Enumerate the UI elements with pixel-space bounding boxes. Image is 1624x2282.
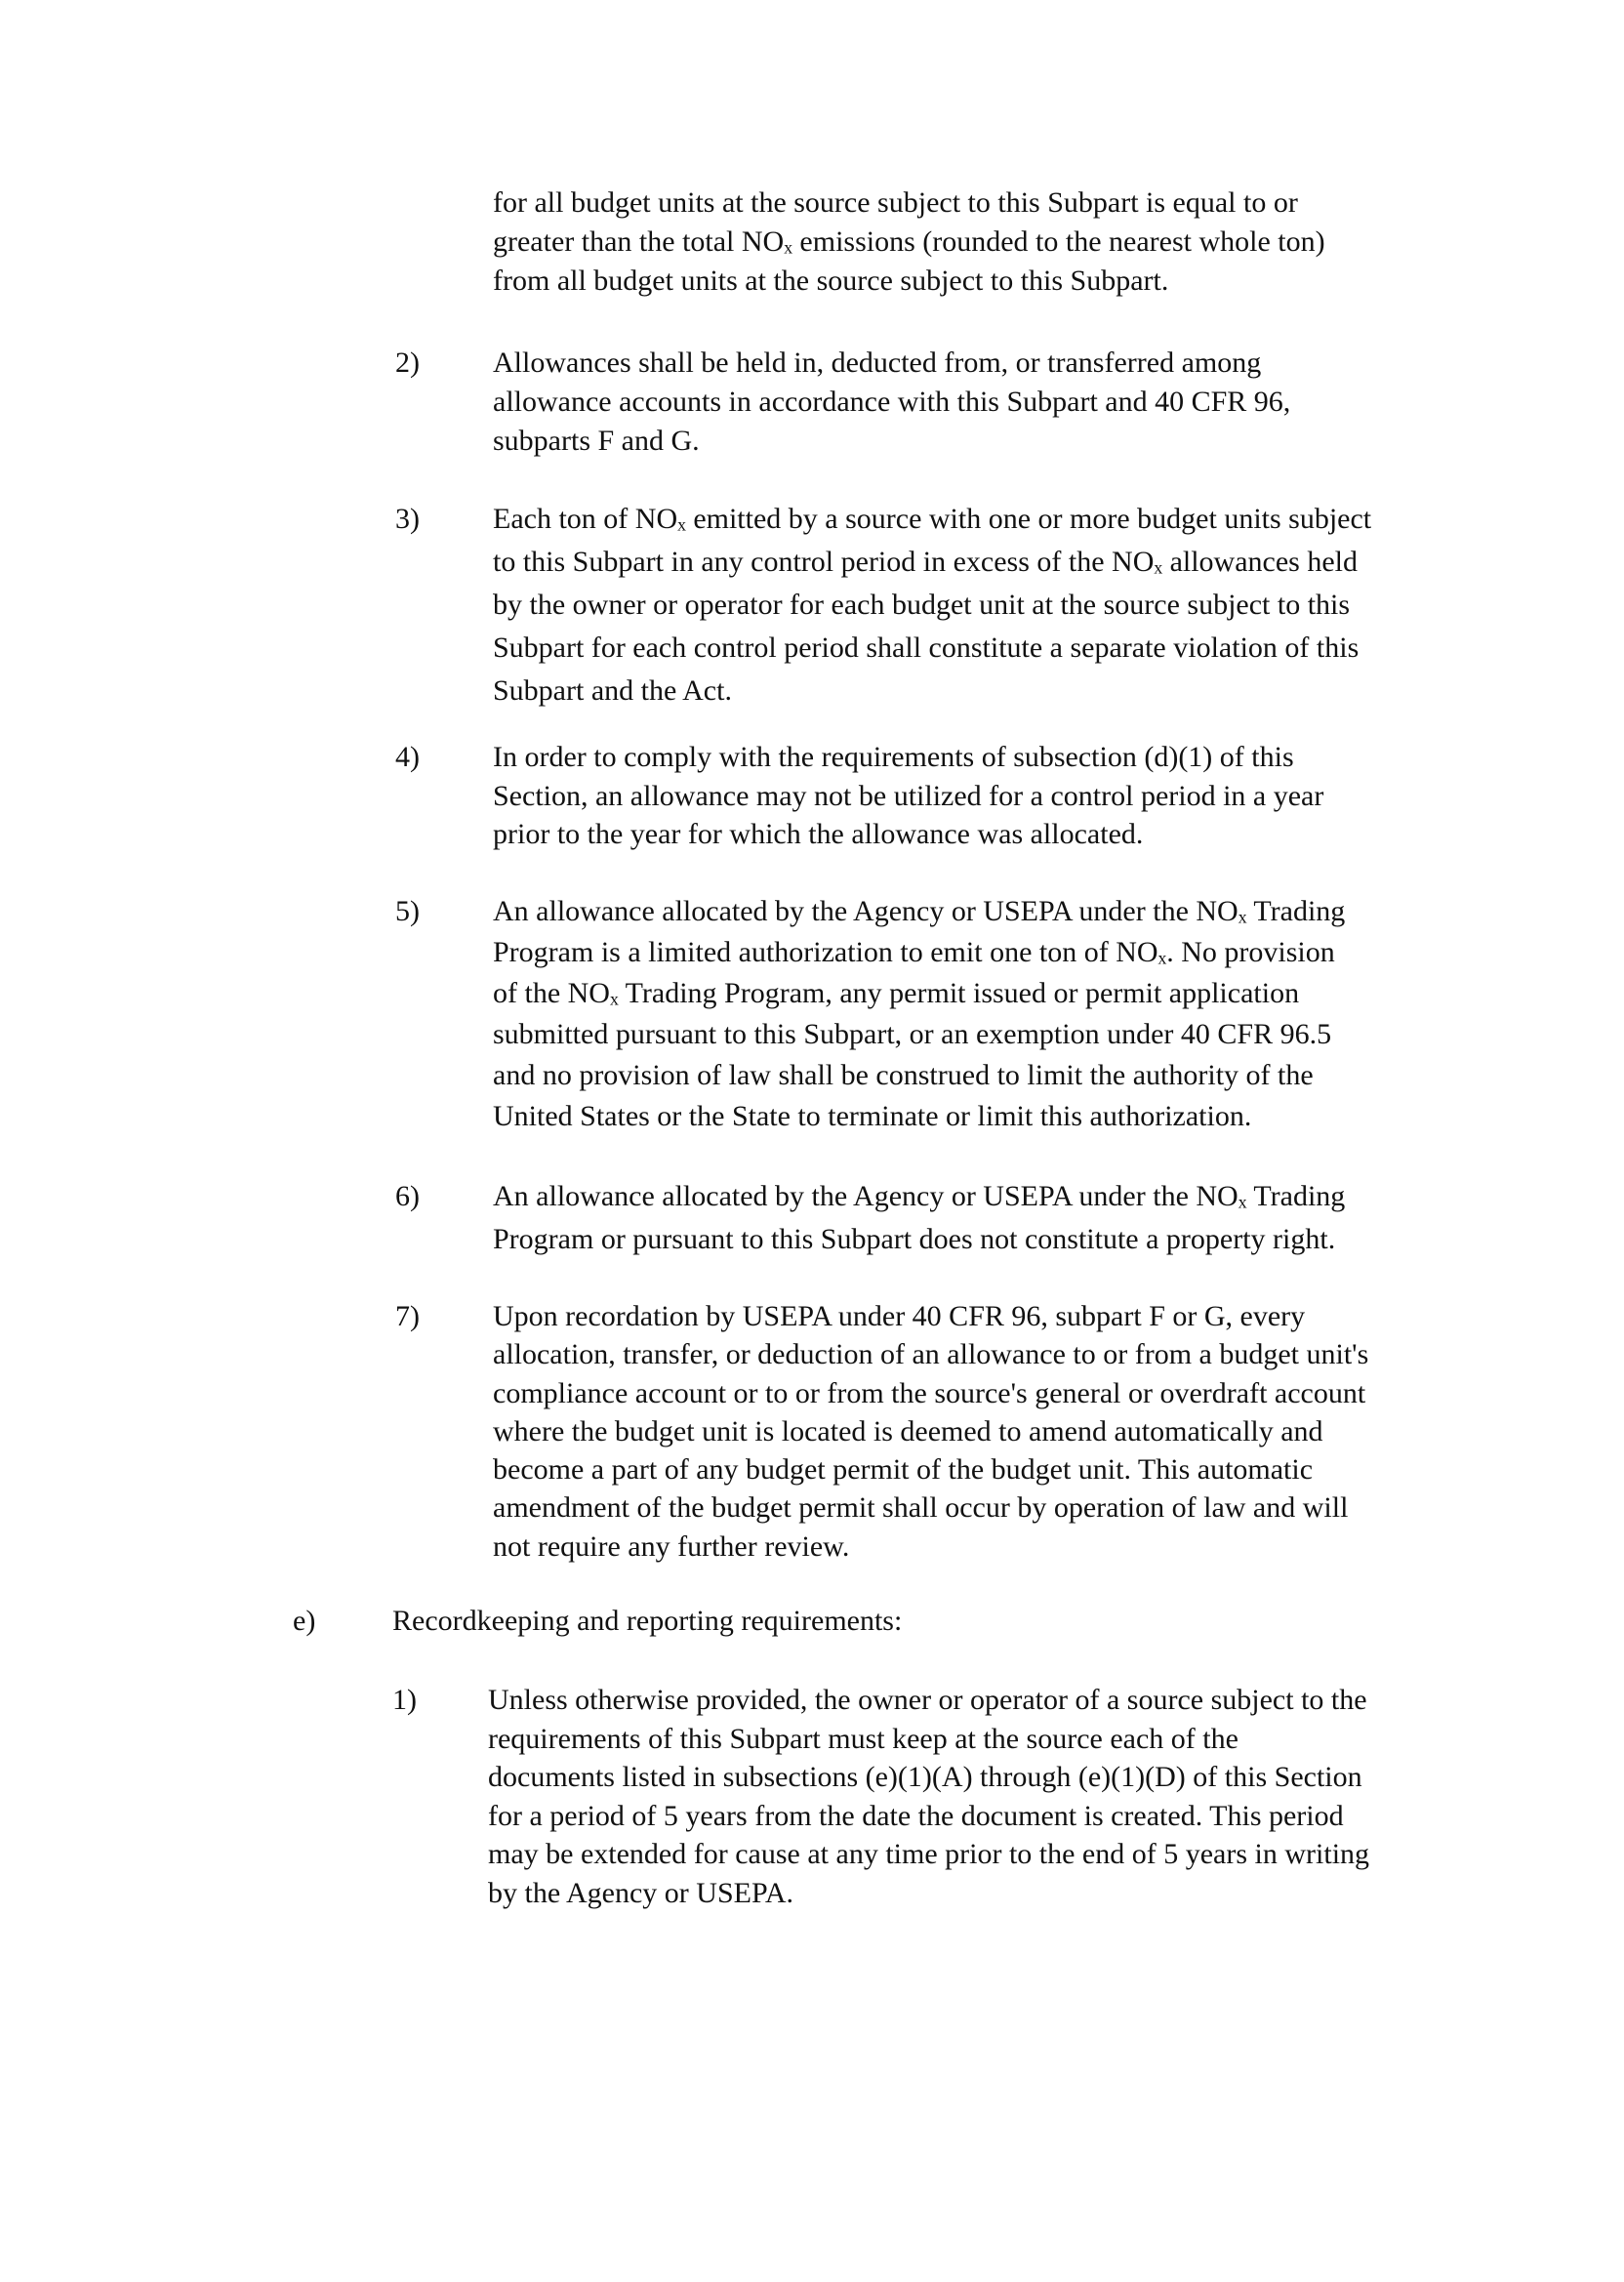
text-line: amendment of the budget permit shall occur by operation of law and will xyxy=(493,1491,1349,1525)
text-line: where the budget unit is located is deemed to amend automatically and xyxy=(493,1414,1323,1447)
text-line: not require any further review. xyxy=(493,1529,850,1563)
text-line: become a part of any budget permit of the budget unit. This automatic xyxy=(493,1453,1314,1487)
text-line: subparts F and G. xyxy=(493,425,700,457)
text-line: An allowance allocated by the Agency or USEPA under the NOₓ Trading xyxy=(493,895,1346,927)
text-line: from all budget units at the source subject to this Subpart. xyxy=(493,265,1169,297)
paragraph-label: 4) xyxy=(395,741,420,773)
text-line: for all budget units at the source subject to this Subpart is equal to or xyxy=(493,186,1298,219)
text-line: documents listed in subsections (e)(1)(A) through (e)(1)(D) of this Section xyxy=(488,1761,1362,1793)
text-line: of the NOₓ Trading Program, any permit issued or permit application xyxy=(493,977,1300,1009)
paragraph-label: 5) xyxy=(395,895,420,927)
text-line: Subpart for each control period shall constitute a separate violation of this xyxy=(493,632,1360,664)
text-line: In order to comply with the requirements of subsection (d)(1) of this xyxy=(493,741,1294,773)
paragraph-body xyxy=(493,183,1325,301)
paragraph-body xyxy=(493,738,1323,854)
paragraph-label: 7) xyxy=(395,1300,420,1332)
text-line: greater than the total NOₓ emissions (rounded to the nearest whole ton) xyxy=(493,225,1325,258)
text-line: Section, an allowance may not be utilized for a control period in a year xyxy=(493,779,1324,812)
text-line: may be extended for cause at any time prior to the end of 5 years in writing xyxy=(488,1838,1370,1870)
text-line: Recordkeeping and reporting requirements: xyxy=(392,1605,903,1637)
text-line: United States or the State to terminate or limit this authorization. xyxy=(493,1100,1252,1132)
text-line: to this Subpart in any control period in excess of the NOₓ allowances held xyxy=(493,546,1358,578)
paragraph-label: 6) xyxy=(395,1180,420,1212)
paragraph-body xyxy=(493,1175,1345,1261)
text-line: requirements of this Subpart must keep at the source each of the xyxy=(488,1722,1238,1755)
text-line: by the Agency or USEPA. xyxy=(488,1876,794,1909)
text-line: allowance accounts in accordance with this Subpart and 40 CFR 96, xyxy=(493,386,1291,418)
text-line: Upon recordation by USEPA under 40 CFR 96, subpart F or G, every xyxy=(493,1300,1306,1332)
paragraph-label: 3) xyxy=(395,503,420,535)
paragraph-body xyxy=(493,498,1371,713)
paragraph-body xyxy=(493,344,1290,461)
text-line: and no provision of law shall be construed to limit the authority of the xyxy=(493,1059,1314,1091)
text-line: compliance account or to or from the source's general or overdraft account xyxy=(493,1376,1366,1409)
paragraph-label: 1) xyxy=(392,1684,417,1716)
text-line: Unless otherwise provided, the owner or operator of a source subject to the xyxy=(488,1684,1367,1716)
text-line: Program or pursuant to this Subpart does not constitute a property right. xyxy=(493,1223,1336,1255)
paragraph-label: 2) xyxy=(395,346,420,379)
paragraph-body xyxy=(488,1681,1369,1912)
text-line: submitted pursuant to this Subpart, or an exemption under 40 CFR 96.5 xyxy=(493,1018,1332,1050)
text-line: An allowance allocated by the Agency or USEPA under the NOₓ Trading xyxy=(493,1180,1346,1212)
text-line: for a period of 5 years from the date the document is created. This period xyxy=(488,1799,1344,1832)
text-line: Program is a limited authorization to emit one ton of NOₓ. No provision xyxy=(493,936,1335,968)
text-line: by the owner or operator for each budget unit at the source subject to this xyxy=(493,589,1351,621)
text-line: Allowances shall be held in, deducted from, or transferred among xyxy=(493,346,1262,379)
text-line: Each ton of NOₓ emitted by a source with one or more budget units subject xyxy=(493,503,1372,535)
text-line: prior to the year for which the allowance was allocated. xyxy=(493,818,1144,850)
text-line: Subpart and the Act. xyxy=(493,674,732,707)
text-line: allocation, transfer, or deduction of an allowance to or from a budget unit's xyxy=(493,1338,1369,1371)
paragraph-label: e) xyxy=(293,1605,316,1637)
paragraph-body xyxy=(493,891,1345,1137)
paragraph-body xyxy=(392,1602,902,1641)
paragraph-body xyxy=(493,1297,1368,1566)
